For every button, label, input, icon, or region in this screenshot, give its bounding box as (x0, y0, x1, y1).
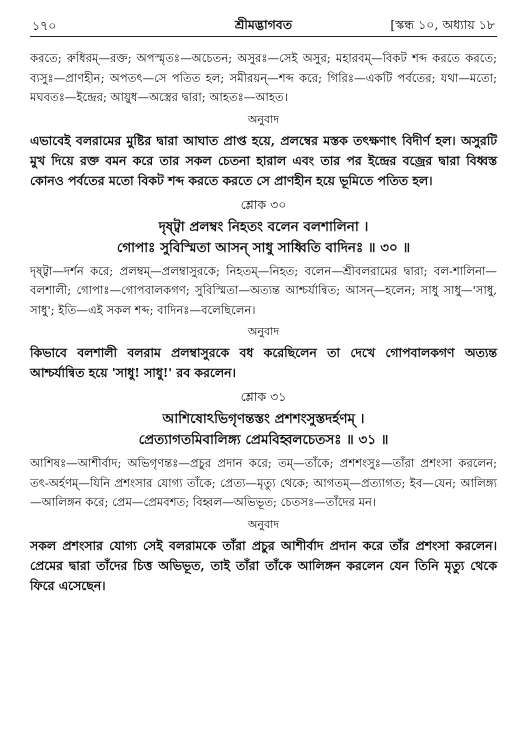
verse-line: দৃষ্ট্বা প্রলম্বং নিহতং বলেন বলশালিনা । (158, 218, 369, 235)
book-title: শ্রীমদ্ভাগবত (234, 17, 293, 32)
verse-line: প্রেত্যাগতমিবালিঙ্গ্য প্রেমবিহ্বলচেতসঃ ॥ ৩১ ॥ (138, 432, 389, 448)
verse-line: গোপাঃ সুবিস্মিতা আসন্ সাধু সাধ্বিতি বাদিনঃ ॥ ৩০ ॥ (116, 239, 411, 256)
chapter-reference: [স্কন্ধ ১০, অধ্যায় ১৮ (390, 17, 495, 32)
shloka-heading: শ্লোক ৩০ (240, 196, 287, 212)
verse-line: আশিষোঽভিগৃণন্তস্তং প্রশশংসুস্তদর্হণম্ । (162, 411, 365, 427)
translation-paragraph: এভাবেই বলরামের মুষ্টির দ্বারা আঘাত প্রাপ্ত হয়ে, প্রলম্বের মস্তক তৎক্ষণাৎ বিদীর্ণ হল। অসুরটি মুখ দিয়ে রক্ত বমন করে তার সকল চেতনা হারাল এবং তার পর ইন্দ্রের বজ্রের দ্বারা বিধ্বস্ত কোনও পর্বতের মতো বিকট শব্দ করতে করতে সে প্রাণহীন হয়ে ভূমিতে পতিত হল। (30, 132, 497, 188)
synonyms-paragraph: আশিষঃ—আশীর্বাদ; অভিগৃণন্তঃ—প্রচুর প্রদান করে; তম্—তাঁকে; প্রশশংসুঃ—তাঁরা প্রশংসা করলেন; তৎ-অর্হণম্—যিনি প্রশংসার যোগ্য তাঁকে; প্রেত্য—মৃত্যু থেকে; আগতম্—প্রত্যাগত; ইব—যেন; আলিঙ্গ্য—আলিঙ্গন করে; প্রেম—প্রেমবশত; বিহ্বল—অভিভূত; চেতসঃ—তাঁদের মন। (30, 456, 497, 509)
translation-paragraph: সকল প্রশংসার যোগ্য সেই বলরামকে তাঁরা প্রচুর আশীর্বাদ প্রদান করে তাঁর প্রশংসা করলেন। প্রেমের দ্বারা তাঁদের চিত্ত অভিভূত, তাই তাঁরা তাঁকে আলিঙ্গন করলেন যেন তিনি মৃত্যু থেকে ফিরে এসেছেন। (30, 537, 497, 593)
synonyms-paragraph: দৃষ্ট্বা—দর্শন করে; প্রলম্বম্—প্রলম্বাসুরকে; নিহতম্—নিহত; বলেন—শ্রীবলরামের দ্বারা; বল-শালিনা—বলশালী; গোপাঃ—গোপবালকগণ; সুবিস্মিতা—অত্যন্ত আশ্চর্যান্বিত; আসন্—হলেন; সাধু সাধু—'সাধু, সাধু'; ইতি—এই সকল শব্দ; বাদিনঃ—বলেছিলেন। (30, 263, 497, 317)
translation-heading: অনুবাদ (247, 325, 280, 338)
translation-heading: অনুবাদ (247, 517, 280, 531)
page-number: ১৭০ (32, 18, 57, 33)
translation-paragraph: কিভাবে বলশালী বলরাম প্রলম্বাসুরকে বধ করেছিলেন তা দেখে গোপবালকগণ অত্যন্ত আশ্চর্যান্বিত হয়ে 'সাধু! সাধু!' রব করলেন। (30, 345, 497, 380)
translation-heading: অনুবাদ (247, 112, 280, 126)
shloka-heading: শ্লোক ৩১ (240, 389, 287, 404)
page-header (30, 8, 497, 37)
synonyms-paragraph: করতে; রুধিরম্—রক্ত; অপস্মৃতঃ—অচেতন; অসুরঃ—সেই অসুর; মহারবম্—বিকট শব্দ করতে করতে; ব্যসুঃ—প্রাণহীন; অপতৎ—সে পতিত হল; সমীরয়ন্—শব্দ করে; গিরিঃ—একটি পর্বতের; যথা—মতো; মঘবতঃ—ইন্দ্রের; আয়ুধ—অস্ত্রের দ্বারা; আহতঃ—আহত। (30, 51, 497, 104)
